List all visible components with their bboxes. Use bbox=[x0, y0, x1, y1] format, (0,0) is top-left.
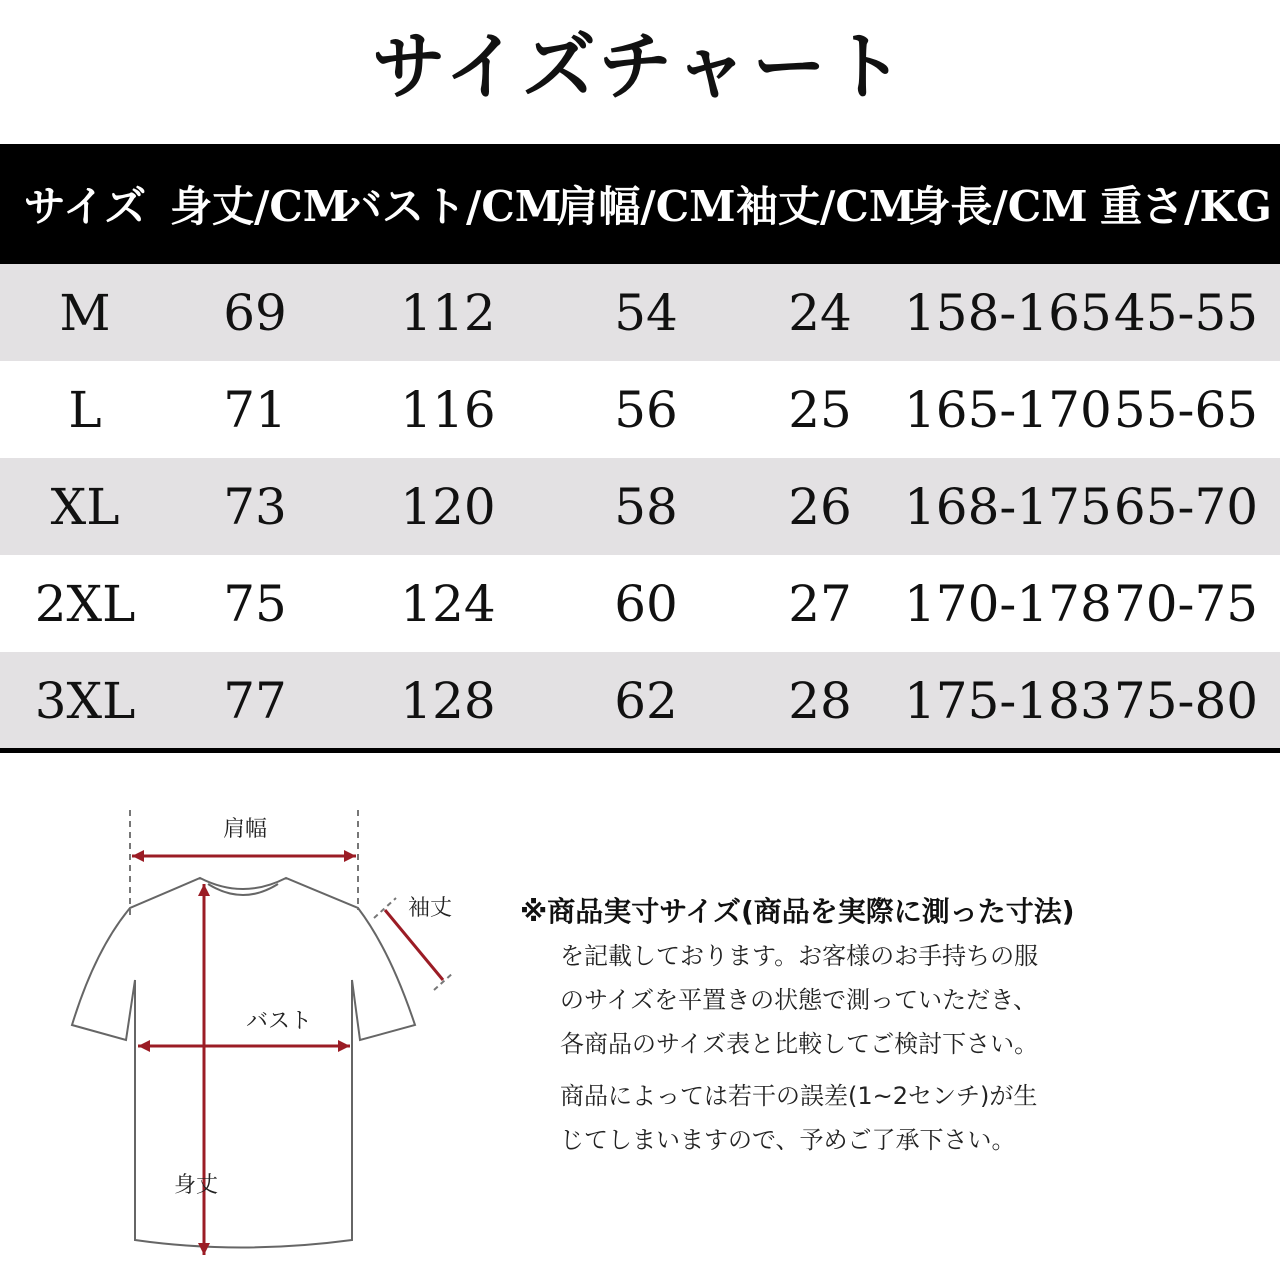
cell-sleeve: 28 bbox=[788, 671, 852, 730]
header-height: 身長/CM bbox=[908, 182, 1088, 231]
cell-bust: 120 bbox=[400, 477, 496, 536]
notes-line: のサイズを平置きの状態で測っていただき、 bbox=[560, 986, 1038, 1014]
bust-arrow-right bbox=[338, 1040, 350, 1052]
cell-bust: 128 bbox=[400, 671, 496, 730]
cell-size: L bbox=[68, 380, 102, 439]
cell-length: 75 bbox=[223, 574, 287, 633]
shoulder-arrow-right bbox=[344, 850, 356, 862]
cell-size: 3XL bbox=[34, 671, 136, 730]
table-bottom-rule bbox=[0, 748, 1280, 753]
measurement-notes bbox=[520, 890, 1270, 1162]
header-length: 身丈/CM bbox=[170, 182, 350, 231]
table-row bbox=[0, 264, 1280, 361]
cell-height: 170-178 bbox=[904, 574, 1112, 633]
header-shoulder: 肩幅/CM bbox=[556, 182, 736, 231]
page-title: サイズチャート bbox=[371, 24, 909, 110]
shoulder-label: 肩幅 bbox=[223, 817, 268, 842]
tshirt-measurement-diagram bbox=[60, 800, 480, 1270]
length-arrow-bottom bbox=[198, 1243, 210, 1255]
table-row bbox=[0, 652, 1280, 749]
cell-shoulder: 54 bbox=[614, 283, 678, 342]
sleeve-guide-top bbox=[374, 898, 396, 918]
cell-weight: 65-70 bbox=[1113, 477, 1259, 536]
notes-line: 商品によっては若干の誤差(1~2センチ)が生 bbox=[560, 1082, 1038, 1110]
cell-height: 165-170 bbox=[904, 380, 1112, 439]
table-row bbox=[0, 361, 1280, 458]
notes-line: 各商品のサイズ表と比較してご検討下さい。 bbox=[560, 1030, 1039, 1058]
notes-line: を記載しております。お客様のお手持ちの服 bbox=[560, 942, 1039, 970]
size-table bbox=[0, 144, 1280, 749]
cell-shoulder: 60 bbox=[614, 574, 678, 633]
cell-height: 175-183 bbox=[904, 671, 1112, 730]
cell-height: 168-175 bbox=[904, 477, 1112, 536]
header-sleeve: 袖丈/CM bbox=[736, 182, 916, 231]
cell-size: 2XL bbox=[34, 574, 136, 633]
sleeve-label: 袖丈 bbox=[408, 896, 453, 921]
cell-weight: 55-65 bbox=[1113, 380, 1259, 439]
length-arrow-top bbox=[198, 884, 210, 896]
cell-bust: 124 bbox=[400, 574, 496, 633]
shoulder-arrow-left bbox=[132, 850, 144, 862]
notes-body bbox=[560, 934, 1270, 1162]
cell-length: 73 bbox=[223, 477, 287, 536]
cell-length: 71 bbox=[223, 380, 287, 439]
cell-weight: 75-80 bbox=[1113, 671, 1259, 730]
table-row bbox=[0, 458, 1280, 555]
cell-size: XL bbox=[50, 477, 120, 536]
header-weight: 重さ/KG bbox=[1100, 182, 1272, 231]
bust-arrow-left bbox=[138, 1040, 150, 1052]
cell-shoulder: 56 bbox=[614, 380, 678, 439]
header-bust: バスト/CM bbox=[340, 182, 562, 231]
length-label: 身丈 bbox=[174, 1173, 219, 1198]
cell-height: 158-165 bbox=[904, 283, 1112, 342]
notes-line: じてしまいますので、予めご了承下さい。 bbox=[560, 1126, 1016, 1154]
cell-weight: 45-55 bbox=[1113, 283, 1259, 342]
cell-size: M bbox=[59, 283, 111, 342]
cell-sleeve: 26 bbox=[788, 477, 852, 536]
cell-bust: 112 bbox=[400, 283, 496, 342]
cell-bust: 116 bbox=[400, 380, 496, 439]
cell-length: 69 bbox=[223, 283, 287, 342]
cell-shoulder: 62 bbox=[614, 671, 678, 730]
cell-sleeve: 24 bbox=[788, 283, 852, 342]
cell-weight: 70-75 bbox=[1113, 574, 1259, 633]
table-row bbox=[0, 555, 1280, 652]
tshirt-outline bbox=[72, 878, 415, 1248]
cell-length: 77 bbox=[223, 671, 287, 730]
header-size: サイズ bbox=[23, 182, 147, 231]
cell-shoulder: 58 bbox=[614, 477, 678, 536]
cell-sleeve: 25 bbox=[788, 380, 852, 439]
table-header bbox=[0, 144, 1280, 264]
bust-label: バスト bbox=[246, 1009, 313, 1034]
cell-sleeve: 27 bbox=[788, 574, 852, 633]
notes-heading: ※商品実寸サイズ(商品を実際に測った寸法) bbox=[520, 895, 1075, 928]
